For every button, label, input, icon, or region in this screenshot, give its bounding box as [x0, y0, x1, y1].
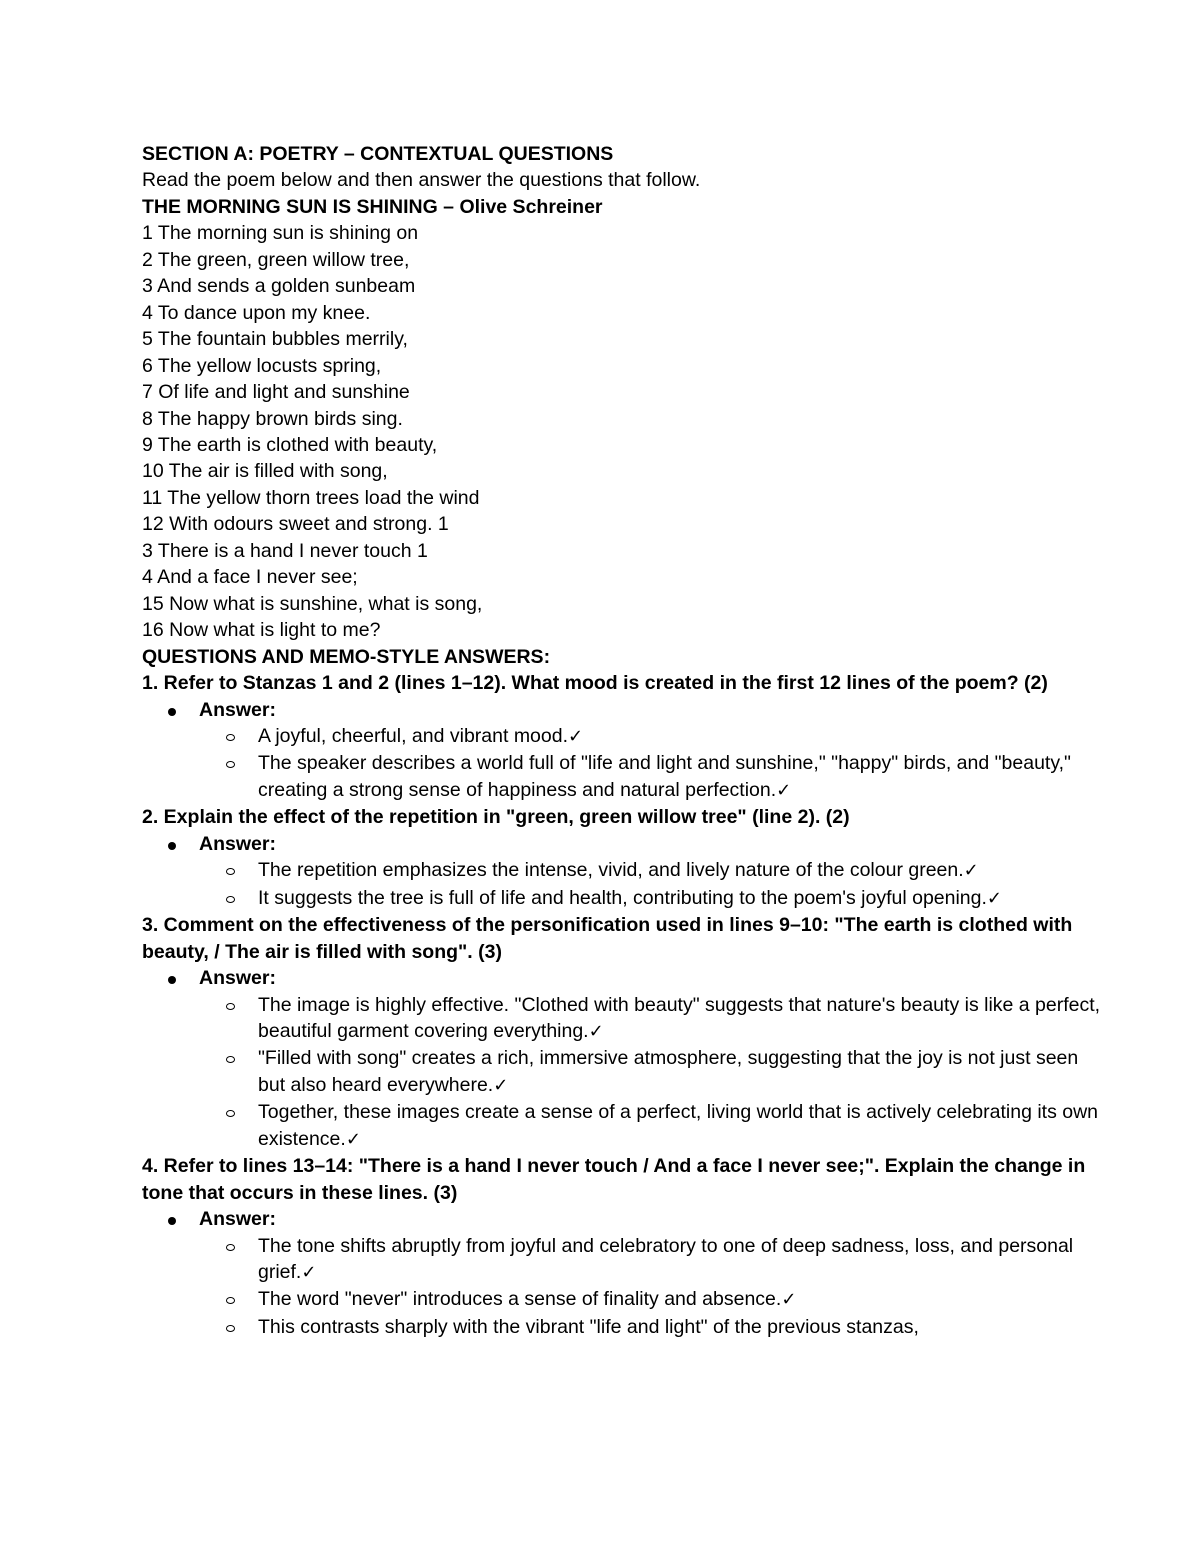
- check-mark-icon: ✓: [986, 887, 1003, 909]
- check-mark-icon: ✓: [963, 860, 979, 882]
- check-mark-icon: ✓: [493, 1074, 509, 1096]
- answer-text: It suggests the tree is full of life and health, contributing to the poem's joyful opening.: [258, 886, 987, 909]
- poem-line: 1 The morning sun is shining on: [142, 222, 419, 245]
- bullet-circle-icon: [226, 1297, 235, 1304]
- poem-line: 11 The yellow thorn trees load the wind: [142, 486, 480, 509]
- check-mark-icon: ✓: [776, 779, 792, 801]
- poem-line: 3 There is a hand I never touch 1: [142, 539, 428, 562]
- question-text: 3. Comment on the effectiveness of the personification used in lines 9–10: "The earth is clothed with beauty, / The air is filled with song". (3): [142, 914, 1073, 963]
- check-mark-icon: ✓: [568, 725, 584, 747]
- poem-line: 15 Now what is sunshine, what is song,: [142, 592, 483, 615]
- answer-item: [142, 750, 1102, 804]
- poem-line: 8 The happy brown birds sing.: [142, 407, 403, 430]
- poem-line: 12 With odours sweet and strong. 1: [142, 513, 449, 536]
- answer-label-row: [142, 965, 1102, 991]
- bullet-circle-icon: [226, 1244, 235, 1251]
- answer-label: Answer:: [199, 1208, 276, 1231]
- answer-label: Answer:: [199, 832, 276, 855]
- answer-text: This contrasts sharply with the vibrant "life and light" of the previous stanzas,: [258, 1315, 919, 1338]
- answer-label-row: [142, 1206, 1102, 1232]
- poem-line: 9 The earth is clothed with beauty,: [142, 433, 438, 456]
- answer-item: [142, 723, 1102, 750]
- bullet-circle-icon: [226, 868, 235, 875]
- answer-item: [142, 857, 1102, 884]
- answer-text: Together, these images create a sense of a perfect, living world that is actively celebrating its own existence.: [258, 1101, 1099, 1150]
- poem-line: 10 The air is filled with song,: [142, 460, 388, 483]
- bullet-circle-icon: [226, 896, 235, 903]
- check-mark-icon: ✓: [345, 1128, 361, 1150]
- section-title: SECTION A: POETRY – CONTEXTUAL QUESTIONS: [142, 143, 614, 165]
- answer-label-row: [142, 697, 1102, 723]
- poem-line: 5 The fountain bubbles merrily,: [142, 328, 408, 351]
- answer-text: The tone shifts abruptly from joyful and celebratory to one of deep sadness, loss, and personal grief.: [258, 1234, 1074, 1284]
- document-body: [142, 141, 1102, 1340]
- instruction-text: Read the poem below and then answer the questions that follow.: [142, 169, 701, 192]
- poem-line: 6 The yellow locusts spring,: [142, 354, 382, 377]
- answer-text: "Filled with song" creates a rich, immersive atmosphere, suggesting that the joy is not just seen but also heard everywhere.: [258, 1047, 1079, 1096]
- answer-label: Answer:: [199, 698, 276, 721]
- poem-lines: [142, 220, 1102, 643]
- answer-item: [142, 992, 1102, 1046]
- check-mark-icon: ✓: [588, 1020, 604, 1042]
- questions-list: [142, 670, 1102, 1340]
- answer-text: The word "never" introduces a sense of finality and absence.: [258, 1288, 782, 1311]
- answer-label-row: [142, 831, 1102, 857]
- answer-item: [142, 1286, 1102, 1313]
- bullet-dot-icon: [168, 708, 176, 716]
- bullet-circle-icon: [226, 1325, 235, 1332]
- answer-text: The repetition emphasizes the intense, vivid, and lively nature of the colour green.: [258, 859, 964, 882]
- poem-line: 4 To dance upon my knee.: [142, 301, 371, 324]
- bullet-circle-icon: [226, 1110, 235, 1117]
- answer-text: The image is highly effective. "Clothed with beauty" suggests that nature's beauty is like a perfect, beautiful garment covering everything.: [258, 993, 1101, 1042]
- poem-line: 4 And a face I never see;: [142, 566, 358, 589]
- poem-line: 16 Now what is light to me?: [142, 619, 381, 642]
- bullet-circle-icon: [226, 1003, 235, 1010]
- bullet-dot-icon: [168, 842, 176, 850]
- question-text: 2. Explain the effect of the repetition in "green, green willow tree" (line 2). (2): [142, 806, 850, 829]
- answer-item: [142, 1314, 1102, 1340]
- poem-line: 3 And sends a golden sunbeam: [142, 275, 416, 298]
- question-text: 4. Refer to lines 13–14: "There is a hand I never touch / And a face I never see;". Explain the change in tone that occurs in these lines. (3): [142, 1155, 1086, 1204]
- bullet-circle-icon: [226, 734, 235, 741]
- poem-title: THE MORNING SUN IS SHINING – Olive Schreiner: [142, 195, 603, 218]
- answer-item: [142, 1045, 1102, 1099]
- check-mark-icon: ✓: [301, 1262, 317, 1284]
- answer-label: Answer:: [199, 967, 276, 990]
- question-text: 1. Refer to Stanzas 1 and 2 (lines 1–12). What mood is created in the first 12 lines of the poem? (2): [142, 672, 1048, 695]
- answer-text: A joyful, cheerful, and vibrant mood.: [258, 724, 569, 747]
- bullet-circle-icon: [226, 761, 235, 768]
- poem-line: 7 Of life and light and sunshine: [142, 381, 410, 404]
- answer-text: The speaker describes a world full of "life and light and sunshine," "happy" birds, and "beauty," creating a strong sense of happiness and natural perfection.: [258, 752, 1071, 801]
- bullet-circle-icon: [226, 1056, 235, 1063]
- answer-item: [142, 885, 1102, 912]
- bullet-dot-icon: [168, 1217, 176, 1225]
- poem-line: 2 The green, green willow tree,: [142, 248, 410, 271]
- qa-heading: QUESTIONS AND MEMO-STYLE ANSWERS:: [142, 645, 551, 668]
- bullet-dot-icon: [168, 976, 176, 984]
- check-mark-icon: ✓: [781, 1289, 797, 1311]
- answer-item: [142, 1099, 1102, 1153]
- answer-item: [142, 1233, 1102, 1287]
